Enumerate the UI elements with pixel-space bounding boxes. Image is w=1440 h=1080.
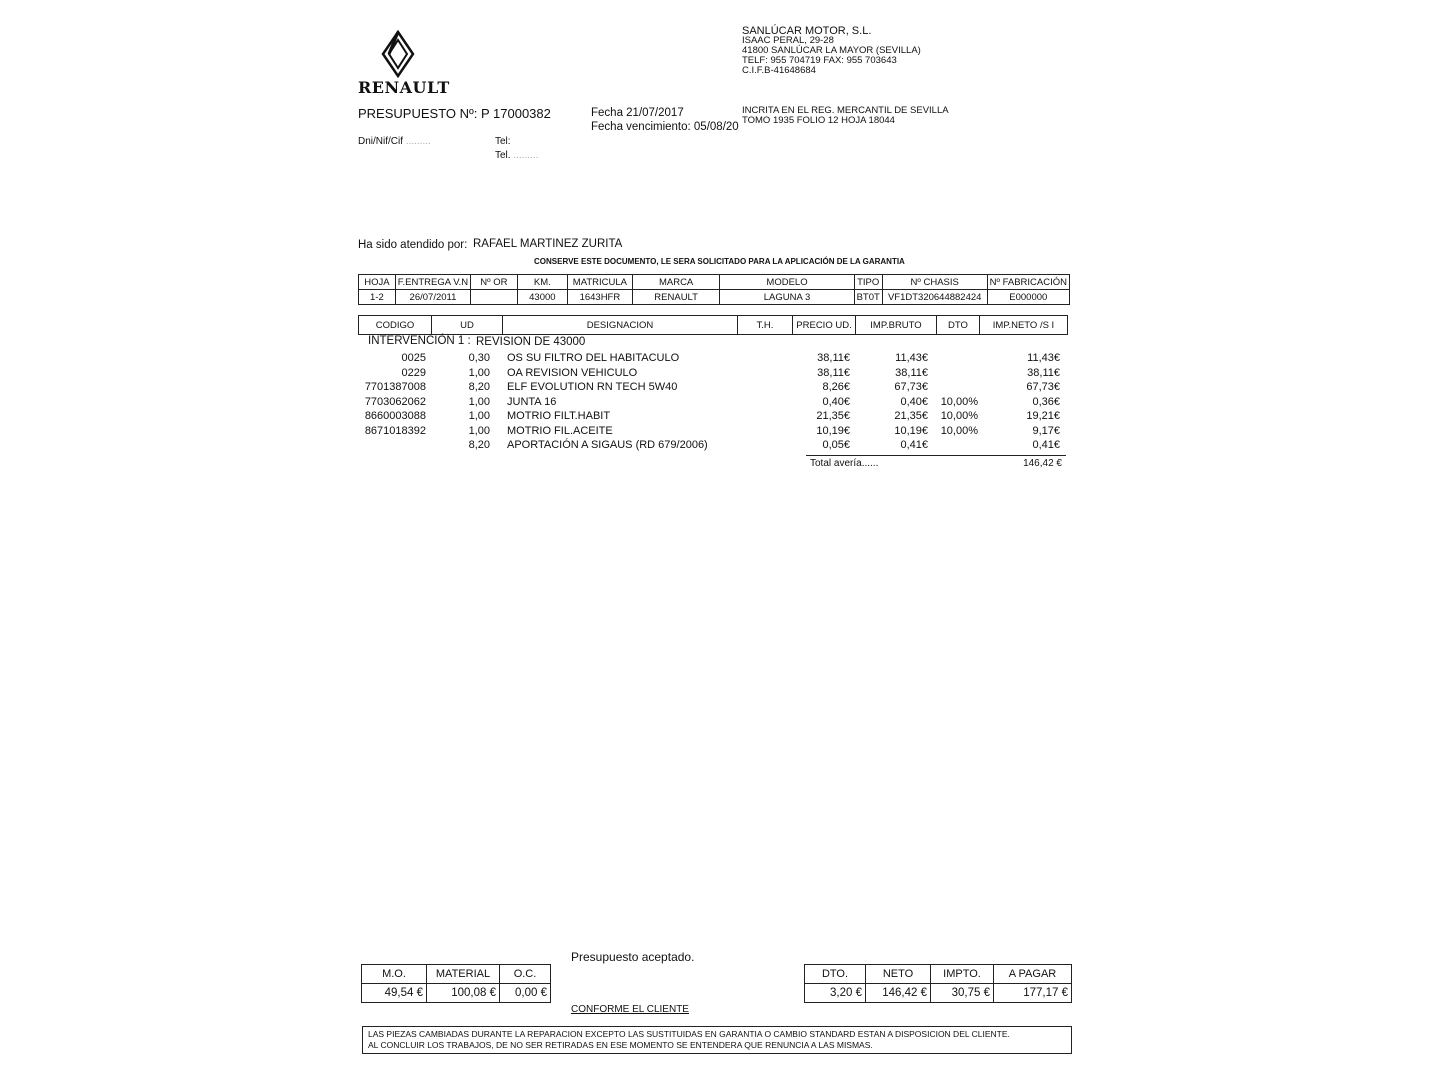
line-item-price: 8,26€	[822, 381, 850, 393]
renault-logo	[380, 30, 416, 78]
vehicle-value-cell: 26/07/2011	[395, 290, 470, 305]
line-item-net: 38,11€	[1027, 366, 1060, 379]
line-item-row	[358, 410, 1078, 424]
line-item-code: 0229	[401, 366, 426, 379]
summary-right-header-cell: DTO.	[805, 965, 866, 984]
attended-label: Ha sido atendido por:	[358, 239, 468, 251]
footer-line-1: LAS PIEZAS CAMBIADAS DURANTE LA REPARACION EXCEPTO LAS SUSTITUIDAS EN GARANTIA O CAMBIO STANDARD ESTAN A DISPOSICION DEL CLIENTE.	[368, 1029, 1010, 1039]
tel-label-1: Tel:	[495, 136, 511, 147]
total-underline	[806, 455, 1066, 456]
summary-left-value-cell: 0,00 €	[500, 984, 551, 1003]
lines-header-row	[359, 316, 1068, 335]
intervention-label: INTERVENCIÓN 1 :	[368, 335, 471, 347]
line-item-row	[358, 425, 1078, 439]
vehicle-header-cell: TIPO	[854, 275, 882, 290]
company-city: 41800 SANLÚCAR LA MAYOR (SEVILLA)	[742, 45, 921, 56]
line-item-net: 11,43€	[1027, 352, 1060, 364]
line-item-net: 9,17€	[1032, 424, 1060, 437]
line-item-desc: APORTACIÓN A SIGAUS (RD 679/2006)	[507, 439, 708, 451]
line-item-net: 0,41€	[1032, 439, 1060, 451]
line-item-code: 7703062062	[364, 395, 426, 408]
line-items	[358, 352, 1078, 462]
total-value: 146,42 €	[1023, 458, 1062, 469]
total-label: Total avería......	[810, 458, 879, 469]
summary-left-header-cell: M.O.	[362, 965, 427, 984]
line-item-row	[358, 439, 1078, 453]
lines-header-cell: UD	[432, 316, 503, 335]
line-item-price: 38,11€	[817, 366, 850, 379]
lines-header-cell: T.H.	[738, 316, 793, 335]
line-item-desc: MOTRIO FIL.ACEITE	[507, 424, 613, 437]
lines-header-cell: IMP.NETO /S I	[980, 316, 1068, 335]
registry-line-1: INCRITA EN EL REG. MERCANTIL DE SEVILLA	[742, 105, 949, 116]
lines-header-cell: IMP.BRUTO	[856, 316, 937, 335]
lines-header-table	[358, 315, 1068, 335]
line-item-gross: 21,35€	[894, 410, 928, 422]
vehicle-header-cell: KM.	[517, 275, 567, 290]
line-item-code: 8671018392	[364, 424, 426, 437]
summary-right-header-cell: NETO	[866, 965, 931, 984]
tel-label-2	[495, 150, 538, 161]
line-item-ud: 1,00	[468, 424, 490, 437]
vehicle-header-cell: MATRICULA	[568, 275, 633, 290]
line-item-desc: OS SU FILTRO DEL HABITACULO	[507, 352, 680, 364]
vehicle-value-cell: 1-2	[359, 290, 396, 305]
summary-right-header-row	[805, 965, 1072, 984]
vehicle-header-cell: MARCA	[632, 275, 720, 290]
line-item-ud: 0,30	[468, 352, 490, 364]
vehicle-header-cell: Nº FABRICACIÓN	[987, 275, 1069, 290]
line-item-ud: 1,00	[468, 410, 490, 422]
vehicle-header-cell: F.ENTREGA V.N	[395, 275, 470, 290]
conforme-text: CONFORME EL CLIENTE	[571, 1004, 689, 1015]
lines-header-cell: PRECIO UD.	[793, 316, 856, 335]
line-item-gross: 0,41€	[900, 439, 928, 451]
summary-right-table	[804, 964, 1072, 1003]
line-item-gross: 10,19€	[894, 424, 928, 437]
line-item-price: 0,05€	[822, 439, 850, 451]
company-cif: C.I.F.B-41648684	[742, 65, 816, 76]
summary-left-header-cell: O.C.	[500, 965, 551, 984]
vehicle-header-cell: Nº CHASIS	[882, 275, 987, 290]
line-item-ud: 8,20	[468, 439, 490, 451]
line-item-desc: ELF EVOLUTION RN TECH 5W40	[507, 381, 678, 393]
line-item-row	[358, 396, 1078, 410]
summary-left-table	[361, 964, 551, 1003]
attended-name: RAFAEL MARTINEZ ZURITA	[473, 238, 623, 250]
vehicle-value-cell	[471, 290, 518, 305]
line-item-code: 7701387008	[364, 381, 426, 393]
line-item-dto: 10,00%	[940, 395, 978, 408]
quote-number: PRESUPUESTO Nº: P 17000382	[358, 106, 551, 121]
warranty-notice: CONSERVE ESTE DOCUMENTO, LE SERA SOLICITADO PARA LA APLICACIÓN DE LA GARANTIA	[534, 257, 905, 266]
company-phones: TELF: 955 704719 FAX: 955 703643	[742, 55, 897, 66]
vehicle-value-cell: RENAULT	[632, 290, 720, 305]
line-item-gross: 67,73€	[894, 381, 928, 393]
line-item-desc: OA REVISION VEHICULO	[507, 366, 638, 379]
vehicle-header-cell: HOJA	[359, 275, 396, 290]
vehicle-value-cell: LAGUNA 3	[720, 290, 854, 305]
footer-line-2: AL CONCLUIR LOS TRABAJOS, DE NO SER RETIRADAS EN ESE MOMENTO SE ENTENDERA QUE RENUNCIA A LAS MISMAS.	[368, 1040, 873, 1050]
line-item-row	[358, 352, 1078, 366]
line-item-price: 10,19€	[816, 424, 850, 437]
summary-left-value-row	[362, 984, 551, 1003]
vehicle-header-cell: Nº OR	[471, 275, 518, 290]
tel-label-2-text: Tel.	[495, 150, 511, 161]
line-item-code: 8660003088	[364, 410, 426, 422]
summary-right-header-cell: A PAGAR	[994, 965, 1072, 984]
registry-line-2: TOMO 1935 FOLIO 12 HOJA 18044	[742, 115, 895, 126]
line-item-gross: 38,11€	[895, 366, 928, 379]
vehicle-value-row	[359, 290, 1070, 305]
summary-left-header-row	[362, 965, 551, 984]
line-item-gross: 11,43€	[895, 352, 928, 364]
vehicle-value-cell: VF1DT320644882424	[882, 290, 987, 305]
line-item-net: 0,36€	[1032, 395, 1060, 408]
line-item-row	[358, 367, 1078, 381]
dni-label-text: Dni/Nif/Cif	[358, 136, 404, 147]
quote-date: Fecha 21/07/2017	[591, 107, 684, 119]
line-item-desc: JUNTA 16	[507, 395, 557, 408]
vehicle-table	[358, 274, 1070, 305]
line-item-net: 67,73€	[1026, 381, 1060, 393]
line-item-dto: 10,00%	[940, 410, 978, 422]
summary-right-value-cell: 3,20 €	[805, 984, 866, 1003]
accepted-text: Presupuesto aceptado.	[571, 950, 695, 964]
company-name: SANLÚCAR MOTOR, S.L.	[742, 25, 872, 37]
line-item-price: 38,11€	[817, 352, 850, 364]
renault-diamond-icon	[380, 30, 416, 78]
summary-right-value-cell: 146,42 €	[866, 984, 931, 1003]
line-item-price: 21,35€	[816, 410, 850, 422]
vehicle-value-cell: E000000	[987, 290, 1069, 305]
line-item-ud: 1,00	[468, 366, 490, 379]
summary-right-value-cell: 30,75 €	[931, 984, 994, 1003]
vehicle-header-row	[359, 275, 1070, 290]
summary-left-header-cell: MATERIAL	[427, 965, 500, 984]
intervention-description: REVISION DE 43000	[476, 336, 586, 348]
vehicle-value-cell: 43000	[517, 290, 567, 305]
dni-label	[358, 136, 431, 147]
vehicle-header-cell: MODELO	[720, 275, 854, 290]
quote-due-date: Fecha vencimiento: 05/08/20	[591, 121, 739, 133]
line-item-dto: 10,00%	[940, 424, 978, 437]
lines-header-cell: CODIGO	[359, 316, 432, 335]
line-item-code: 0025	[401, 352, 426, 364]
line-item-desc: MOTRIO FILT.HABIT	[507, 410, 611, 422]
company-street: ISAAC PERAL, 29-28	[742, 35, 834, 46]
summary-right-value-row	[805, 984, 1072, 1003]
footer-disclaimer	[362, 1026, 1072, 1054]
company-registry	[742, 106, 949, 126]
company-info	[742, 26, 921, 76]
lines-header-cell: DTO	[937, 316, 980, 335]
line-item-price: 0,40€	[822, 395, 850, 408]
summary-left-value-cell: 49,54 €	[362, 984, 427, 1003]
line-item-ud: 8,20	[468, 381, 490, 393]
line-item-ud: 1,00	[468, 395, 490, 408]
redacted-mark: .........	[510, 150, 539, 161]
line-item-row	[358, 381, 1078, 395]
logo-wordmark: RENAULT	[358, 78, 450, 97]
summary-right-value-cell: 177,17 €	[994, 984, 1072, 1003]
redacted-mark: .........	[403, 136, 431, 147]
summary-left-value-cell: 100,08 €	[427, 984, 500, 1003]
vehicle-value-cell: BT0T	[854, 290, 882, 305]
summary-right-header-cell: IMPTO.	[931, 965, 994, 984]
vehicle-value-cell: 1643HFR	[568, 290, 633, 305]
lines-header-cell: DESIGNACION	[503, 316, 738, 335]
line-item-gross: 0,40€	[900, 395, 928, 408]
line-item-net: 19,21€	[1026, 410, 1060, 422]
